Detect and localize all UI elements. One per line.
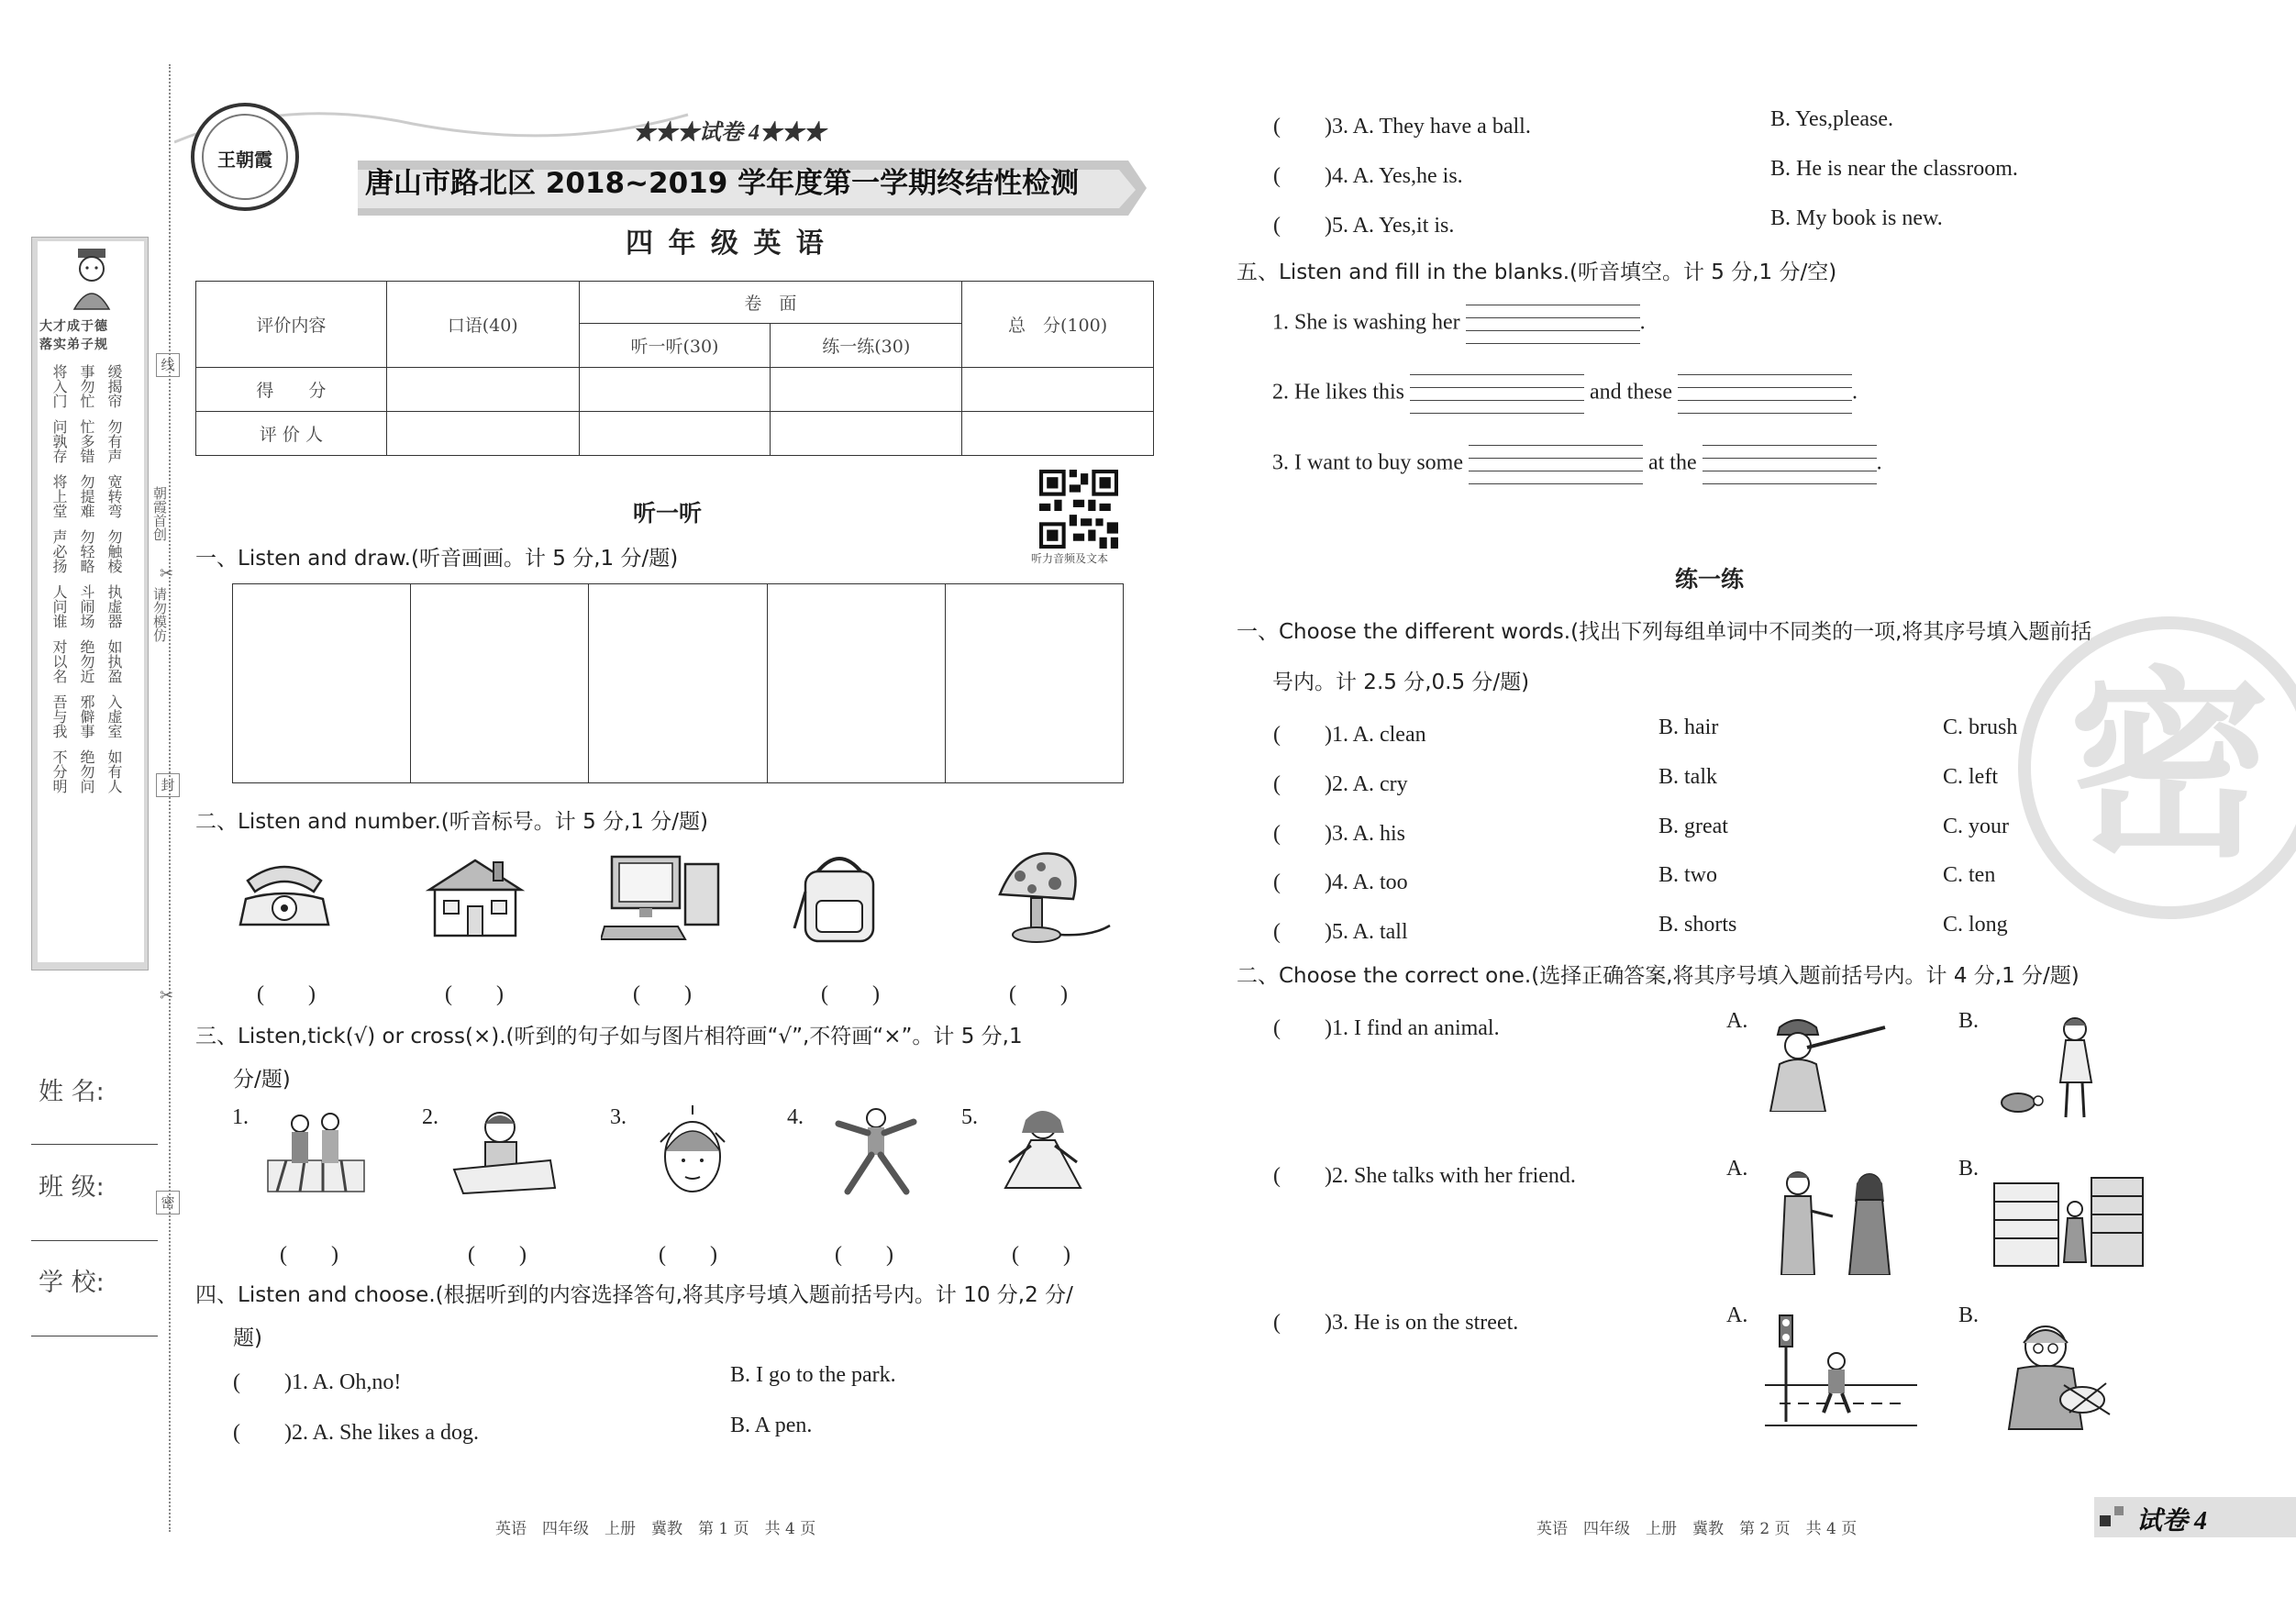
p2-item3[interactable]: ( )3. He is on the street. — [1273, 1311, 1519, 1335]
p2-item2[interactable]: ( )2. She talks with her friend. — [1273, 1164, 1576, 1188]
boy-drawing-picture-icon — [445, 1105, 560, 1197]
score-cell[interactable] — [386, 368, 579, 412]
item-number: 2. — [422, 1105, 438, 1129]
draw-boxes — [232, 583, 1124, 783]
corner-badge — [2094, 1497, 2296, 1537]
blank-field[interactable] — [1466, 305, 1640, 343]
exam-title: 唐山市路北区 2018~2019 学年度第一学期终结性检测 — [365, 167, 1080, 200]
score-cell[interactable] — [579, 412, 771, 456]
motto-group — [49, 529, 140, 573]
motto-phrase: 勿触棱 — [105, 529, 123, 573]
kungfu-boy-picture-icon — [826, 1105, 926, 1197]
motto-grid — [49, 364, 140, 804]
girl-with-turtle-picture-icon — [1991, 1009, 2119, 1124]
blank-field[interactable] — [1703, 445, 1877, 483]
p1-title-line2: 号内。计 2.5 分,0.5 分/题) — [1272, 671, 1530, 694]
answer-paren[interactable]: ( ) — [1009, 982, 1068, 1006]
blank-field[interactable] — [1469, 445, 1643, 483]
sentence-text: at the — [1647, 450, 1697, 475]
corner-badge-text: 试卷 4 — [2136, 1507, 2208, 1536]
motto-phrase: 如执盈 — [105, 639, 123, 683]
listen-section-title: 听一听 — [633, 500, 703, 527]
answer-paren[interactable]: ( ) — [633, 982, 692, 1006]
publisher-logo — [191, 103, 299, 211]
fold-mark-1: 线 — [156, 353, 180, 377]
sec4-item3-option-b: B. Yes,please. — [1770, 107, 1894, 131]
p1-option-b: B. hair — [1658, 715, 1719, 739]
name-field[interactable] — [31, 1144, 158, 1145]
footer-right: 英语 四年级 上册 冀教 第 2 页 共 4 页 — [1536, 1520, 1858, 1538]
p1-option-c: C. ten — [1943, 863, 1996, 887]
sec4-item4[interactable]: ( )4. A. Yes,he is. — [1273, 164, 1463, 188]
motto-phrase: 入虚室 — [105, 694, 123, 738]
motto-phrase: 宽转弯 — [105, 474, 123, 518]
grandma-knitting-picture-icon — [1991, 1312, 2128, 1431]
sec4-item2-option-b: B. A pen. — [730, 1414, 813, 1437]
sentence-text: 1. She is washing her — [1272, 310, 1460, 335]
motto-panel — [31, 237, 149, 970]
p1-option-c: C. long — [1943, 913, 2008, 937]
header-ribbon — [174, 87, 1156, 225]
score-cell[interactable] — [771, 412, 962, 456]
sentence-end: . — [1851, 380, 1858, 405]
motto-phrase: 声必扬 — [50, 529, 68, 573]
blank-field[interactable] — [1678, 374, 1852, 413]
telephone-icon — [229, 853, 339, 931]
sec5-sentence2 — [1272, 374, 1858, 413]
sec4-item5-option-b: B. My book is new. — [1770, 206, 1943, 230]
item-number: 1. — [232, 1105, 249, 1129]
scissor-icon: ✂ — [160, 564, 174, 583]
p1-item[interactable]: ( )5. A. tall — [1273, 920, 1408, 944]
motto-group — [49, 694, 140, 738]
motto-phrase: 绝勿问 — [78, 749, 95, 793]
girl-headache-picture-icon — [642, 1105, 743, 1197]
p1-title-line1: 一、Choose the different words.(找出下列每组单词中不同类的一项,将其序号填入题前括 — [1237, 620, 2092, 644]
p1-option-b: B. two — [1658, 863, 1718, 887]
p2-item3-option-b[interactable]: B. — [1958, 1303, 1980, 1327]
backpack-icon — [789, 846, 890, 947]
fold-mark-3: 密 — [156, 1191, 180, 1214]
paper-badge: ★★★试卷 4★★★ — [633, 121, 826, 145]
man-playing-flute-picture-icon — [1761, 1009, 1890, 1112]
answer-paren[interactable]: ( ) — [280, 1243, 338, 1267]
p2-item3-option-a[interactable]: A. — [1726, 1303, 1748, 1327]
score-cell[interactable] — [962, 368, 1154, 412]
sec5-sentence1 — [1272, 305, 1646, 343]
paper-header: 卷 面 — [579, 282, 962, 324]
answer-paren[interactable]: ( ) — [1012, 1243, 1070, 1267]
boy-crossing-street-picture-icon — [1761, 1312, 1917, 1431]
sec3-title-line2: 分/题) — [233, 1068, 291, 1092]
p1-option-c: C. brush — [1943, 715, 2018, 739]
p1-item[interactable]: ( )3. A. his — [1273, 822, 1405, 846]
p1-option-b: B. shorts — [1658, 913, 1737, 937]
practice-header: 练一练(30) — [771, 324, 962, 368]
draw-box-3[interactable] — [589, 584, 767, 782]
binding-dotted-line — [169, 64, 171, 1532]
score-table — [195, 281, 1154, 456]
p1-option-b: B. great — [1658, 815, 1728, 838]
motto-phrase: 忙多错 — [78, 419, 95, 463]
score-cell[interactable] — [386, 412, 579, 456]
motto-phrase: 事勿忙 — [78, 364, 95, 408]
motto-group — [49, 749, 140, 793]
sec4-item1[interactable]: ( )1. A. Oh,no! — [233, 1370, 402, 1394]
motto-phrase: 勿提难 — [78, 474, 95, 518]
score-cell[interactable] — [771, 368, 962, 412]
p2-item2-option-b[interactable]: B. — [1958, 1157, 1980, 1181]
supermarket-picture-icon — [1991, 1174, 2146, 1275]
motto-phrase: 将入门 — [50, 364, 68, 408]
p2-item1[interactable]: ( )1. I find an animal. — [1273, 1016, 1500, 1040]
motto-phrase: 将上堂 — [50, 474, 68, 518]
scissor-icon: ✂ — [160, 986, 174, 1005]
practice-section-title: 练一练 — [1675, 566, 1745, 593]
qr-code-icon[interactable] — [1039, 470, 1118, 549]
evaluator-row-label: 评 价 人 — [196, 412, 387, 456]
sec1-title: 一、Listen and draw.(听音画画。计 5 分,1 分/题) — [195, 547, 679, 571]
motto-group — [49, 364, 140, 408]
answer-paren[interactable]: ( ) — [821, 982, 880, 1006]
class-label: 班 级: — [39, 1173, 105, 1202]
p1-option-c: C. your — [1943, 815, 2009, 838]
blank-field[interactable] — [1410, 374, 1584, 413]
motto-top-2: 落实弟子规 — [39, 338, 108, 352]
motto-group — [49, 474, 140, 518]
sec4-item3[interactable]: ( )3. A. They have a ball. — [1273, 115, 1531, 139]
listen-header: 听一听(30) — [579, 324, 771, 368]
answer-paren[interactable]: ( ) — [835, 1243, 893, 1267]
score-cell[interactable] — [962, 412, 1154, 456]
motto-phrase: 问孰存 — [50, 419, 68, 463]
computer-icon — [601, 851, 729, 943]
motto-group — [49, 584, 140, 628]
class-field[interactable] — [31, 1240, 158, 1241]
motto-top-1: 大才成于德 — [39, 319, 108, 334]
sentence-text: and these — [1590, 380, 1672, 405]
motto-phrase: 吾与我 — [50, 694, 68, 738]
p1-item[interactable]: ( )1. A. clean — [1273, 723, 1426, 747]
draw-box-1[interactable] — [233, 584, 411, 782]
draw-box-4[interactable] — [768, 584, 946, 782]
sentence-text: 2. He likes this — [1272, 380, 1404, 405]
lamp-icon — [991, 848, 1119, 949]
answer-paren[interactable]: ( ) — [468, 1243, 527, 1267]
watermark-seal — [2018, 616, 2296, 919]
sec3-title-line1: 三、Listen,tick(√) or cross(×).(听到的句子如与图片相符画“√”,不符画“×”。计 5 分,1 — [195, 1025, 1023, 1048]
motto-phrase: 缓揭帘 — [105, 364, 123, 408]
house-icon — [420, 853, 530, 940]
motto-phrase: 邪僻事 — [78, 694, 95, 738]
footer-left: 英语 四年级 上册 冀教 第 1 页 共 4 页 — [495, 1520, 816, 1538]
fold-mark-2: 封 — [156, 773, 180, 797]
watermark-text: 密 — [2068, 649, 2270, 884]
item-number: 5. — [961, 1105, 978, 1129]
sentence-end: . — [1876, 450, 1882, 475]
oral-header: 口语(40) — [386, 282, 579, 368]
sec2-title: 二、Listen and number.(听音标号。计 5 分,1 分/题) — [195, 810, 708, 834]
answer-paren[interactable]: ( ) — [445, 982, 504, 1006]
p2-title: 二、Choose the correct one.(选择正确答案,将其序号填入题前括号内。计 4 分,1 分/题) — [1237, 964, 2080, 988]
p1-item[interactable]: ( )2. A. cry — [1273, 772, 1408, 796]
motto-phrase: 勿有声 — [105, 419, 123, 463]
answer-paren[interactable]: ( ) — [257, 982, 316, 1006]
score-row-label: 得 分 — [196, 368, 387, 412]
answer-paren[interactable]: ( ) — [659, 1243, 717, 1267]
subject-title: 四 年 级 英 语 — [626, 227, 826, 260]
sentence-end: . — [1639, 310, 1646, 335]
sec4-item5[interactable]: ( )5. A. Yes,it is. — [1273, 214, 1455, 238]
motto-phrase: 对以名 — [50, 639, 68, 683]
item-number: 4. — [787, 1105, 804, 1129]
sec4-item4-option-b: B. He is near the classroom. — [1770, 157, 2018, 181]
girl-dress-picture-icon — [991, 1105, 1096, 1197]
motto-phrase: 执虚器 — [105, 584, 123, 628]
name-label: 姓 名: — [39, 1078, 105, 1106]
motto-phrase: 绝勿近 — [78, 639, 95, 683]
p2-item1-option-b[interactable]: B. — [1958, 1009, 1980, 1033]
motto-phrase: 如有人 — [105, 749, 123, 793]
two-women-talking-picture-icon — [1761, 1165, 1908, 1275]
p2-item1-option-a[interactable]: A. — [1726, 1009, 1748, 1033]
p1-item[interactable]: ( )4. A. too — [1273, 871, 1408, 894]
vertical-note-1: 朝霞首创 — [151, 486, 168, 541]
vertical-note-2: 请勿模仿 — [151, 587, 168, 642]
sec5-sentence3 — [1272, 445, 1882, 483]
motto-phrase: 斗闹场 — [78, 584, 95, 628]
motto-phrase: 勿轻略 — [78, 529, 95, 573]
sec5-title: 五、Listen and fill in the blanks.(听音填空。计 5 分,1 分/空) — [1237, 261, 1837, 284]
motto-group — [49, 639, 140, 683]
motto-phrase: 不分明 — [50, 749, 68, 793]
p1-option-c: C. left — [1943, 765, 1998, 789]
logo-text: 王朝霞 — [217, 149, 272, 171]
item-number: 3. — [610, 1105, 627, 1129]
sec4-title-line2: 题) — [233, 1326, 262, 1350]
sec4-item1-option-b: B. I go to the park. — [730, 1363, 896, 1387]
p2-item2-option-a[interactable]: A. — [1726, 1157, 1748, 1181]
p1-option-b: B. talk — [1658, 765, 1717, 789]
scholar-figure-icon — [67, 247, 116, 311]
sentence-text: 3. I want to buy some — [1272, 450, 1463, 475]
motto-phrase: 人问谁 — [50, 584, 68, 628]
school-label: 学 校: — [39, 1269, 105, 1297]
draw-box-5[interactable] — [946, 584, 1123, 782]
qr-caption: 听力音频及文本 — [1031, 552, 1109, 565]
eval-content-header: 评价内容 — [196, 282, 387, 368]
sec4-title-line1: 四、Listen and choose.(根据听到的内容选择答句,将其序号填入题前括号内。计 10 分,2 分/ — [195, 1283, 1073, 1307]
total-header: 总 分(100) — [962, 282, 1154, 368]
draw-box-2[interactable] — [411, 584, 589, 782]
score-cell[interactable] — [579, 368, 771, 412]
motto-group — [49, 419, 140, 463]
sec4-item2[interactable]: ( )2. A. She likes a dog. — [233, 1421, 479, 1445]
crossing-road-picture-icon — [259, 1105, 373, 1197]
